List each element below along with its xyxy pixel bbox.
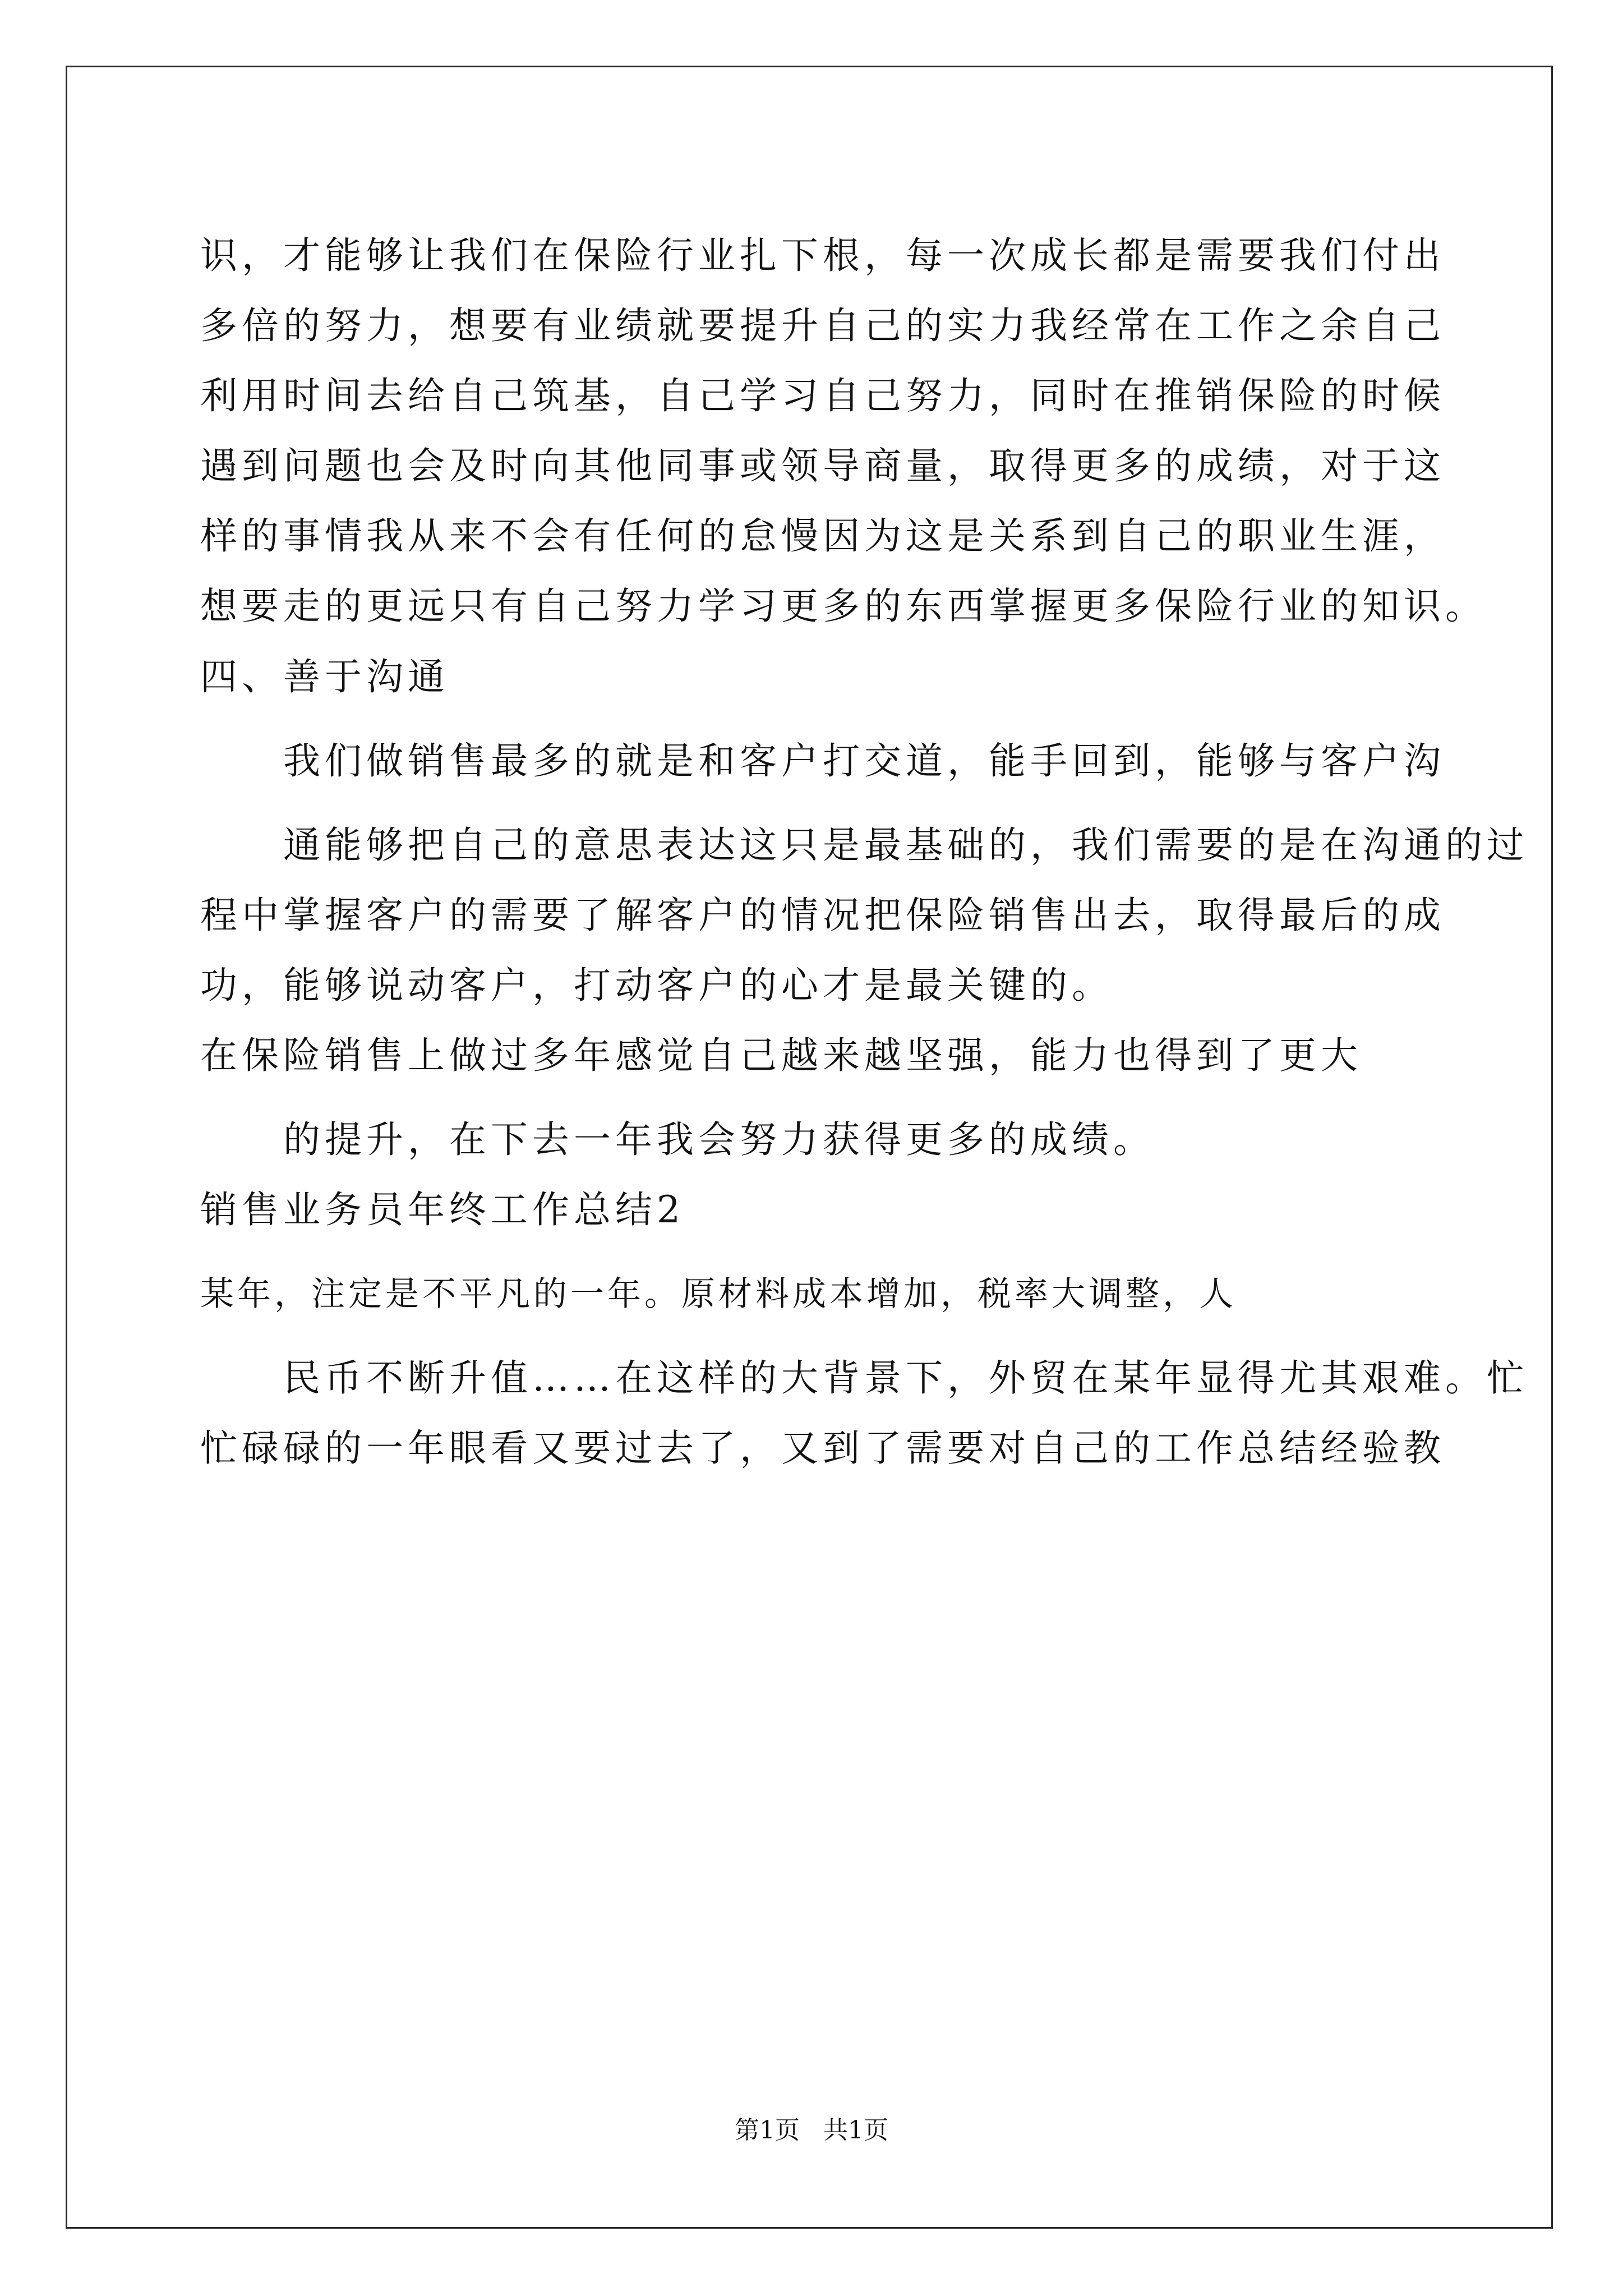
body-line: 遇到问题也会及时向其他同事或领导商量，取得更多的成绩，对于这 <box>200 444 1445 487</box>
body-line: 销售业务员年终工作总结2 <box>200 1188 685 1231</box>
page-footer <box>0 2115 1623 2146</box>
body-line: 想要走的更远只有自己努力学习更多的东西掌握更多保险行业的知识。 <box>200 585 1487 628</box>
body-line: 民币不断升值……在这样的大背景下，外贸在某年显得尤其艰难。忙 <box>283 1356 1528 1400</box>
body-line: 样的事情我从来不会有任何的怠慢因为这是关系到自己的职业生涯， <box>200 514 1445 558</box>
body-line: 程中掌握客户的需要了解客户的情况把保险销售出去，取得最后的成 <box>200 894 1445 937</box>
body-line: 识，才能够让我们在保险行业扎下根，每一次成长都是需要我们付出 <box>200 234 1445 277</box>
section-heading: 我们做销售最多的就是和客户打交道，能手回到，能够与客户沟 <box>283 739 1445 783</box>
body-line: 多倍的努力，想要有业绩就要提升自己的实力我经常在工作之余自己 <box>200 304 1445 347</box>
body-line: 在保险销售上做过多年感觉自己越来越坚强，能力也得到了更大 <box>200 1034 1362 1077</box>
document-title: 某年，注定是不平凡的一年。原材料成本增加，税率大调整，人 <box>200 1274 1237 1314</box>
page-number: 第1页 <box>735 2116 800 2145</box>
body-line: 通能够把自己的意思表达这只是最基础的，我们需要的是在沟通的过 <box>283 823 1528 867</box>
body-line: 忙碌碌的一年眼看又要过去了，又到了需要对自己的工作总结经验教 <box>200 1427 1445 1470</box>
page-total: 共1页 <box>823 2116 888 2145</box>
body-line: 四、善于沟通 <box>200 655 449 698</box>
body-line: 功，能够说动客户，打动客户的心才是最关键的。 <box>200 964 1113 1007</box>
body-line: 利用时间去给自己筑基，自己学习自己努力，同时在推销保险的时候 <box>200 374 1445 417</box>
body-line: 的提升，在下去一年我会努力获得更多的成绩。 <box>283 1118 1155 1161</box>
